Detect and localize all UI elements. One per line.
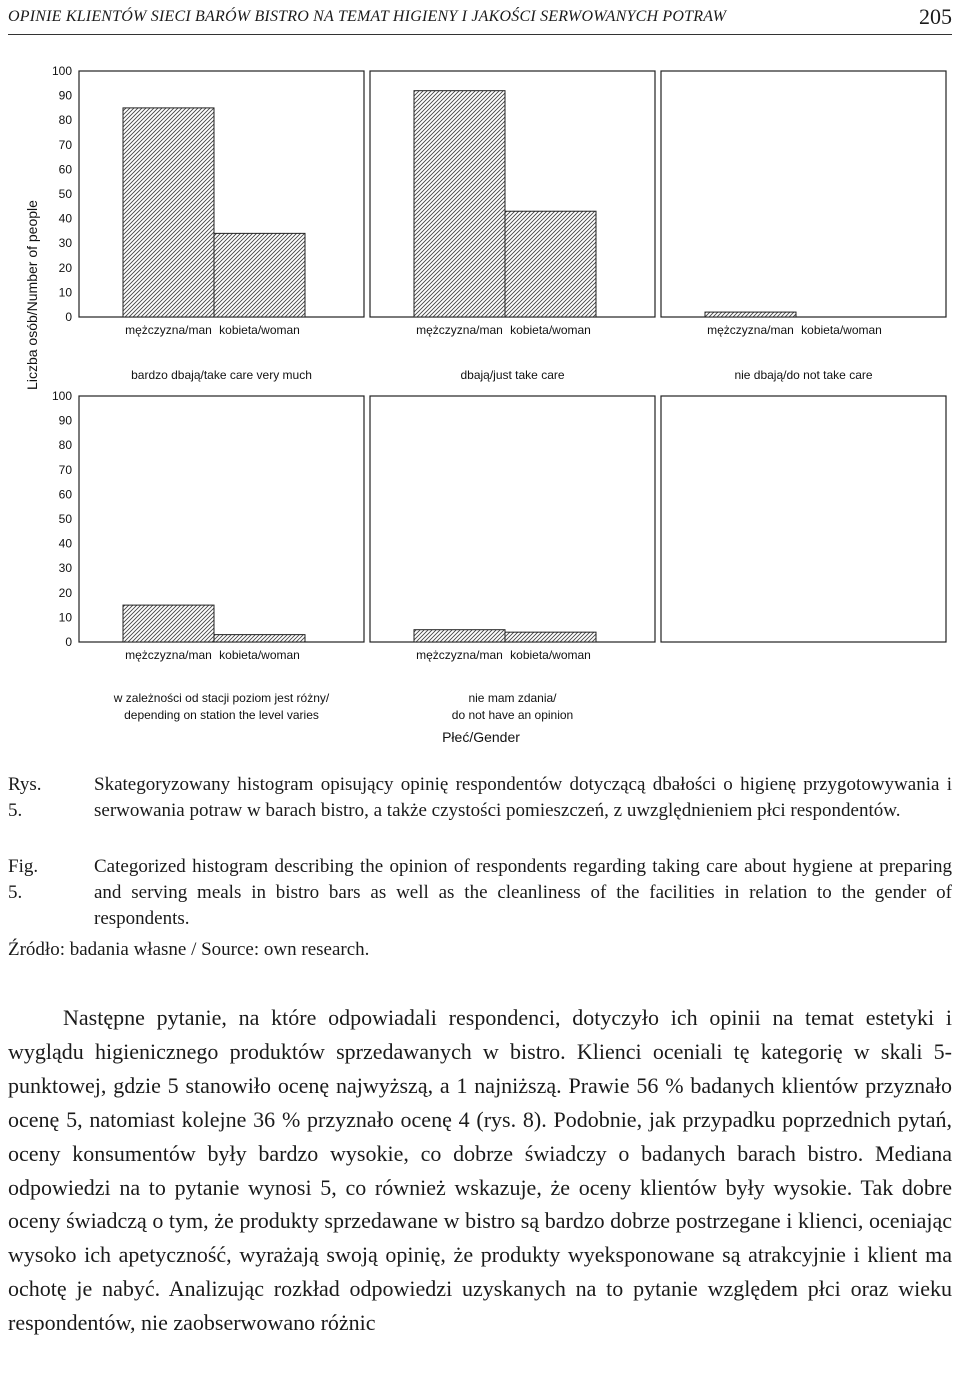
running-header xyxy=(8,4,952,35)
bar xyxy=(705,312,796,317)
panel-title: depending on station the level varies xyxy=(124,708,319,722)
y-tick-label: 0 xyxy=(65,635,72,649)
bar xyxy=(505,632,596,642)
y-tick-label: 100 xyxy=(51,64,72,78)
page-number: 205 xyxy=(919,4,952,29)
figure-source: Źródło: badania własne / Source: own research. xyxy=(8,939,370,960)
y-tick-label: 60 xyxy=(58,487,72,502)
panel-title: nie dbają/do not take care xyxy=(734,368,873,382)
x-tick-label: mężczyzna/man xyxy=(125,648,212,662)
y-tick-label: 70 xyxy=(58,137,72,152)
body-paragraph-text: Następne pytanie, na które odpowiadali respondenci, dotyczyło ich opinii na temat estetyki i wyglądu higienicznego produktów sprzedawanych w bistro. Klienci oceniali tę kategorię w skali 5-punktowej, gdzie 5 stanowiło ocenę najwyższą, a 1 najniższą. Prawie 56 % badanych klientów przyznało ocenę 5, natomiast kolejne 36 % przyznało ocenę 4 (rys. 8). Podobnie, jak przypadku poprzednich pytań, oceny konsumentów były bardzo wysokie, co dobrze świadczy o badanych barach bistro. Mediana odpowiedzi na to pytanie wynosi 5, co również wskazuje, że oceny klientów były wysokie. Tak dobre oceny świadczą o tym, że produkty sprzedawane w bistro są bardzo dobrze postrzegane i klienci, oceniając wysoko ich apetyczność, wyrażają swoją opinię, że produkty wyeksponowane są atrakcyjnie i klient ma ochotę je nabyć. Analizując rozkład odpowiedzi uzyskanych na to pytanie względem płci oraz wieku respondentów, nie zaobserwowano różnic xyxy=(8,1005,952,1336)
panel-title: dbają/just take care xyxy=(460,368,565,382)
x-tick-label: kobieta/woman xyxy=(801,323,882,337)
body-paragraph xyxy=(8,1001,952,1340)
y-tick-label: 80 xyxy=(58,438,72,453)
bar xyxy=(214,635,305,642)
y-tick-label: 30 xyxy=(58,561,72,576)
y-tick-label: 20 xyxy=(58,585,72,600)
x-tick-label: kobieta/woman xyxy=(510,323,591,337)
y-tick-label: 50 xyxy=(58,187,72,201)
bar xyxy=(414,630,505,642)
y-tick-label: 40 xyxy=(58,536,72,551)
y-tick-label: 10 xyxy=(58,610,72,625)
y-tick-label: 70 xyxy=(58,462,72,477)
running-header-title: OPINIE KLIENTÓW SIECI BARÓW BISTRO NA TEMAT HIGIENY I JAKOŚCI SERWOWANYCH POTRAW xyxy=(8,8,727,25)
bar xyxy=(123,605,214,642)
y-tick-label: 100 xyxy=(51,389,72,403)
panel-title: bardzo dbają/take care very much xyxy=(131,368,312,382)
y-tick-label: 0 xyxy=(65,310,72,324)
bar xyxy=(505,211,596,317)
caption-label-en: Fig. 5. xyxy=(8,856,39,903)
y-tick-label: 50 xyxy=(58,512,72,526)
panel-frame xyxy=(661,396,946,642)
categorized-histogram xyxy=(0,50,960,760)
panel-frame xyxy=(79,396,364,642)
panel-title: w zależności od stacji poziom jest różny/ xyxy=(113,691,330,705)
bar xyxy=(414,91,505,317)
x-tick-label: mężczyzna/man xyxy=(125,323,212,337)
y-tick-label: 40 xyxy=(58,211,72,226)
y-tick-label: 60 xyxy=(58,162,72,177)
y-tick-label: 10 xyxy=(58,285,72,300)
x-tick-label: mężczyzna/man xyxy=(707,323,794,337)
y-tick-label: 80 xyxy=(58,113,72,128)
x-tick-label: mężczyzna/man xyxy=(416,648,503,662)
y-tick-label: 30 xyxy=(58,236,72,251)
y-tick-label: 20 xyxy=(58,260,72,275)
y-tick-label: 90 xyxy=(58,413,72,428)
x-tick-label: mężczyzna/man xyxy=(416,323,503,337)
bar xyxy=(123,108,214,317)
caption-label-pl: Rys. 5. xyxy=(8,774,42,821)
panel-title: do not have an opinion xyxy=(451,708,574,722)
x-tick-label: kobieta/woman xyxy=(219,323,300,337)
panel-frame xyxy=(370,396,655,642)
bar xyxy=(214,233,305,317)
caption-text-en: Categorized histogram describing the opinion of respondents regarding taking care about hygiene at preparing and serving meals in bistro bars as well as the cleanliness of the facilities in relation to the gender of respondents. xyxy=(94,856,952,929)
y-tick-label: 90 xyxy=(58,88,72,103)
x-tick-label: kobieta/woman xyxy=(510,648,591,662)
caption-text-pl: Skategoryzowany histogram opisujący opinię respondentów dotyczącą dbałości o higienę przygotowywania i serwowania potraw w barach bistro, a także czystości pomieszczeń, z uwzględnieniem płci respondentów. xyxy=(94,774,952,821)
x-axis-label: Płeć/Gender xyxy=(442,729,520,745)
panel-frame xyxy=(661,71,946,317)
panel-title: nie mam zdania/ xyxy=(468,691,557,705)
x-tick-label: kobieta/woman xyxy=(219,648,300,662)
y-axis-label: Liczba osób/Number of people xyxy=(24,200,40,390)
